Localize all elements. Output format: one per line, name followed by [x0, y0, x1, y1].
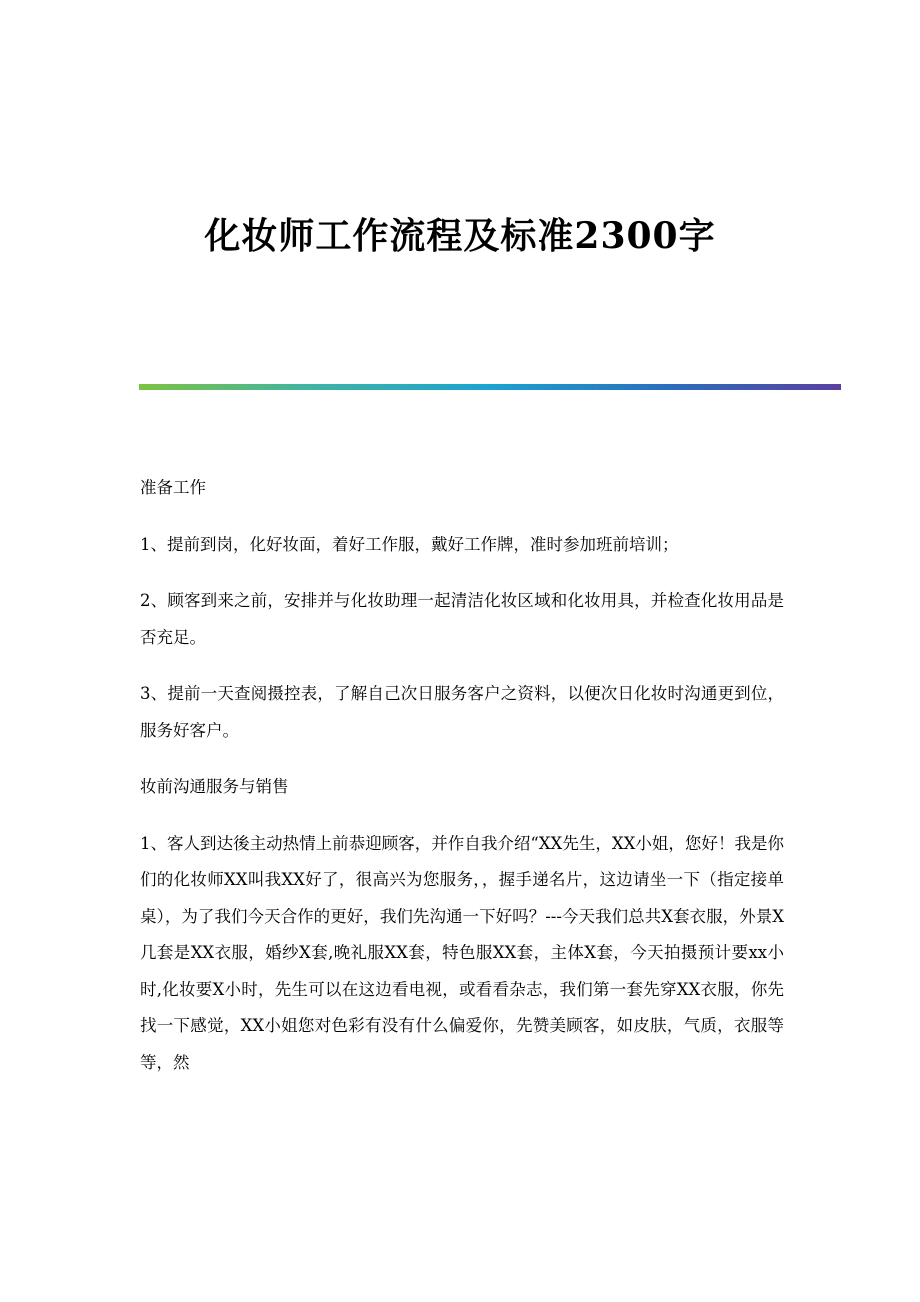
title-divider-rule — [139, 384, 841, 390]
preparation-item-2: 2、顾客到来之前，安排并与化妆助理一起清洁化妆区域和化妆用具，并检查化妆用品是否充足。 — [140, 591, 784, 647]
page-title: 化妆师工作流程及标准2300字 — [204, 215, 716, 257]
section-heading-preparation: 准备工作 — [140, 478, 206, 497]
document-body — [140, 470, 784, 1101]
consultation-item-1: 1、客人到达後主动热情上前恭迎顾客，并作自我介绍“XX先生，XX小姐，您好！我是你们的化妆师XX叫我XX好了，很高兴为您服务，，握手递名片，这边请坐一下（指定接单桌），为了我们今天合作的更好，我们先沟通一下好吗？---今天我们总共X套衣服，外景X几套是XX衣服，婚纱X套,晚礼服XX套，特色服XX套，主体X套，今天拍摄预计要xx小时,化妆要X小时，先生可以在这边看电视，或看看杂志，我们第一套先穿XX衣服，你先找一下感觉，XX小姐您对色彩有没有什么偏爱你，先赞美顾客，如皮肤，气质，衣服等等，然 — [140, 833, 784, 1072]
section-heading-consultation-sales: 妆前沟通服务与销售 — [140, 777, 289, 796]
preparation-item-1: 1、提前到岗，化好妆面，着好工作服，戴好工作牌，准时参加班前培训； — [140, 534, 679, 554]
preparation-item-3: 3、提前一天查阅摄控表，了解自己次日服务客户之资料，以便次日化妆时沟通更到位，服务好客户。 — [140, 684, 784, 740]
